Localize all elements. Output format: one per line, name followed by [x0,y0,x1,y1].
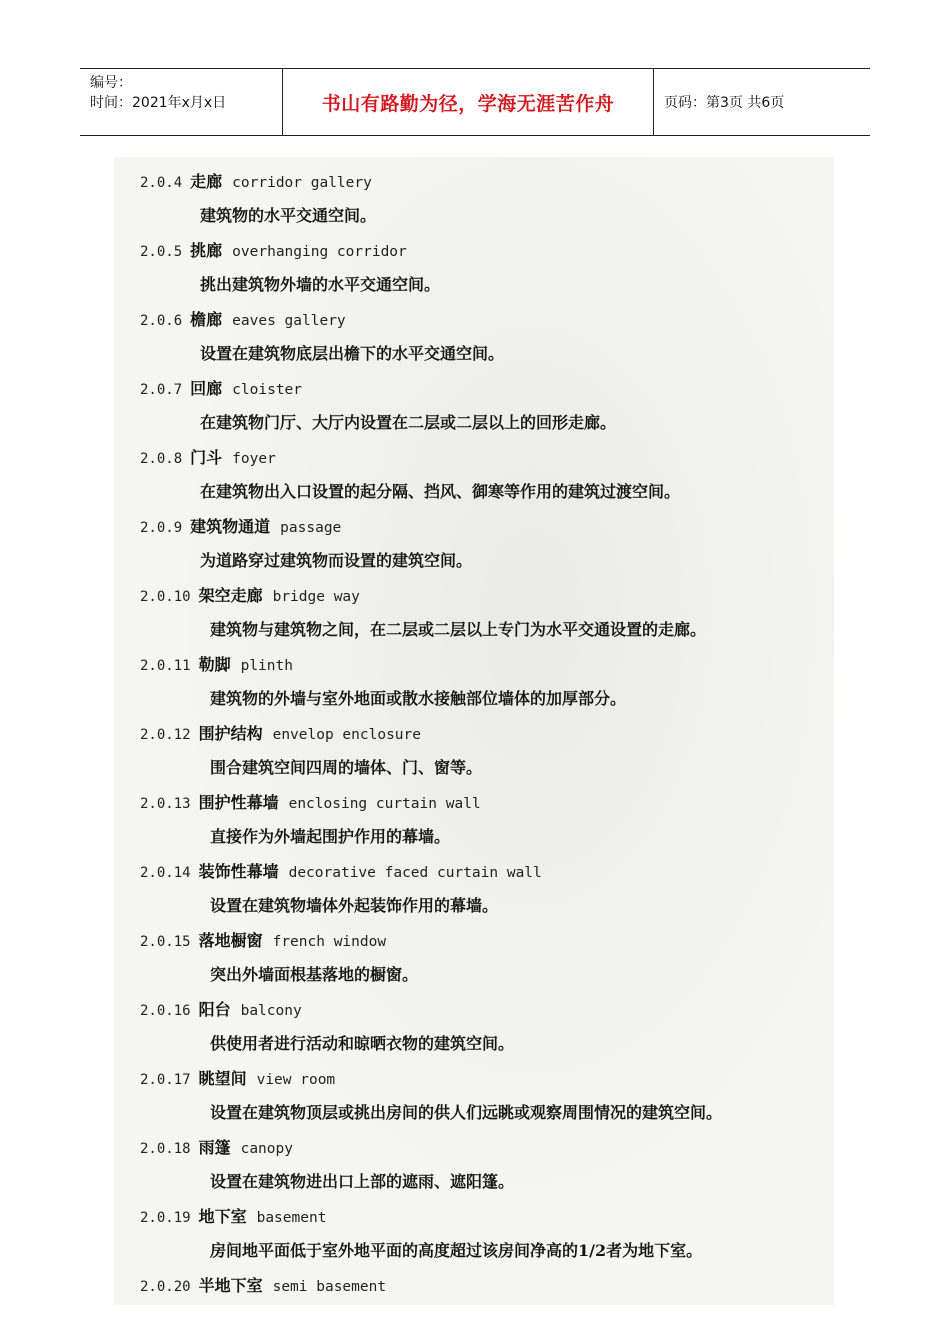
term-entry [114,926,834,995]
scanned-page [114,157,834,1305]
term-entry [114,236,834,305]
term-number: 2.0.5 [140,244,183,260]
term-heading [140,305,346,335]
term-definition: 设置在建筑物墙体外起装饰作用的幕墙。 [210,896,499,915]
term-number: 2.0.15 [140,934,191,950]
term-definition: 建筑物与建筑物之间，在二层或二层以上专门为水平交通设置的走廊。 [210,620,707,639]
term-english: passage [280,520,342,536]
term-heading [140,926,386,956]
term-number: 2.0.10 [140,589,191,605]
term-chinese: 门斗 [190,448,223,467]
term-definition: 挑出建筑物外墙的水平交通空间。 [200,275,441,294]
term-english: decorative faced curtain wall [288,865,542,881]
term-english: cloister [232,382,303,398]
term-english: canopy [240,1141,293,1157]
code-label: 编号： [90,75,132,91]
term-chinese: 挑廊 [190,241,223,260]
term-number: 2.0.19 [140,1210,191,1226]
term-heading [140,719,421,749]
term-entry [114,443,834,512]
term-chinese: 地下室 [198,1207,247,1226]
term-entry [114,374,834,443]
term-entry [114,1271,834,1340]
term-heading [140,650,293,680]
term-definition: 在建筑物门厅、大厅内设置在二层或二层以上的回形走廊。 [200,413,617,432]
term-entry [114,305,834,374]
term-definition: 建筑物的水平交通空间。 [200,206,377,225]
term-heading [140,788,481,818]
term-heading [140,167,372,197]
term-english: foyer [232,451,276,467]
term-chinese: 回廊 [190,379,223,398]
term-definition: 直接作为外墙起围护作用的幕墙。 [210,827,451,846]
term-entry [114,995,834,1064]
motto-text: 书山有路勤为径，学海无涯苦作舟 [321,92,615,115]
term-english: semi basement [272,1279,387,1295]
term-definition: 为道路穿过建筑物而设置的建筑空间。 [200,551,473,570]
term-number: 2.0.13 [140,796,191,812]
term-entry [114,512,834,581]
term-entry [114,650,834,719]
term-definition: 房间地平面低于室外地平面的高度超过该房间净高的1/2者为地下室。 [210,1241,703,1260]
term-number: 2.0.7 [140,382,183,398]
term-chinese: 围护性幕墙 [198,793,279,812]
term-definition: 设置在建筑物底层出檐下的水平交通空间。 [200,344,505,363]
term-chinese: 围护结构 [198,724,263,743]
term-entry [114,719,834,788]
term-entry [114,581,834,650]
term-english: french window [272,934,387,950]
term-chinese: 建筑物通道 [190,517,271,536]
header-page-cell [654,69,870,135]
term-heading [140,995,302,1025]
term-english: view room [256,1072,336,1088]
header-meta [80,69,282,135]
term-heading [140,1202,326,1232]
term-definition: 突出外墙面根基落地的橱窗。 [210,965,419,984]
term-english: plinth [240,658,293,674]
term-chinese: 眺望间 [198,1069,247,1088]
term-entry [114,167,834,236]
term-english: basement [256,1210,327,1226]
term-chinese: 落地橱窗 [198,931,263,950]
term-heading [140,581,360,611]
term-heading [140,1133,293,1163]
term-number: 2.0.6 [140,313,183,329]
term-definition: 建筑物的外墙与室外地面或散水接触部位墙体的加厚部分。 [210,689,627,708]
term-number: 2.0.14 [140,865,191,881]
term-english: overhanging corridor [232,244,407,260]
term-chinese: 走廊 [190,172,223,191]
term-definition: 围合建筑空间四周的墙体、门、窗等。 [210,758,483,777]
term-definition: 供使用者进行活动和晾晒衣物的建筑空间。 [210,1034,515,1053]
term-number: 2.0.17 [140,1072,191,1088]
term-definition: 设置在建筑物顶层或挑出房间的供人们远眺或观察周围情况的建筑空间。 [210,1103,723,1122]
term-english: balcony [240,1003,302,1019]
term-heading [140,236,407,266]
header-motto-cell [282,69,654,135]
term-english: corridor gallery [232,175,372,191]
term-number: 2.0.18 [140,1141,191,1157]
term-heading [140,374,302,404]
term-chinese: 架空走廊 [198,586,263,605]
term-number: 2.0.9 [140,520,183,536]
term-number: 2.0.8 [140,451,183,467]
page-number-label: 页码：第3页 共6页 [664,95,785,111]
term-definition: 在建筑物出入口设置的起分隔、挡风、御寒等作用的建筑过渡空间。 [200,482,681,501]
term-number: 2.0.4 [140,175,183,191]
term-english: eaves gallery [232,313,346,329]
term-entry [114,788,834,857]
term-english: envelop enclosure [272,727,421,743]
term-entry [114,1202,834,1271]
term-chinese: 勒脚 [198,655,231,674]
time-label: 时间：2021年x月x日 [90,95,227,111]
term-english: enclosing curtain wall [288,796,481,812]
term-number: 2.0.16 [140,1003,191,1019]
document-header [80,68,870,136]
term-list [114,157,834,1340]
term-number: 2.0.12 [140,727,191,743]
term-entry [114,1133,834,1202]
term-heading [140,512,341,542]
term-entry [114,857,834,926]
term-chinese: 装饰性幕墙 [198,862,279,881]
term-chinese: 雨篷 [198,1138,231,1157]
term-number: 2.0.20 [140,1279,191,1295]
term-heading [140,1064,335,1094]
term-heading [140,1271,386,1301]
term-chinese: 檐廊 [190,310,223,329]
term-entry [114,1064,834,1133]
term-english: bridge way [272,589,360,605]
term-definition: 设置在建筑物进出口上部的遮雨、遮阳篷。 [210,1172,515,1191]
term-heading [140,443,276,473]
term-chinese: 阳台 [198,1000,231,1019]
term-number: 2.0.11 [140,658,191,674]
term-heading [140,857,542,887]
term-chinese: 半地下室 [198,1276,263,1295]
